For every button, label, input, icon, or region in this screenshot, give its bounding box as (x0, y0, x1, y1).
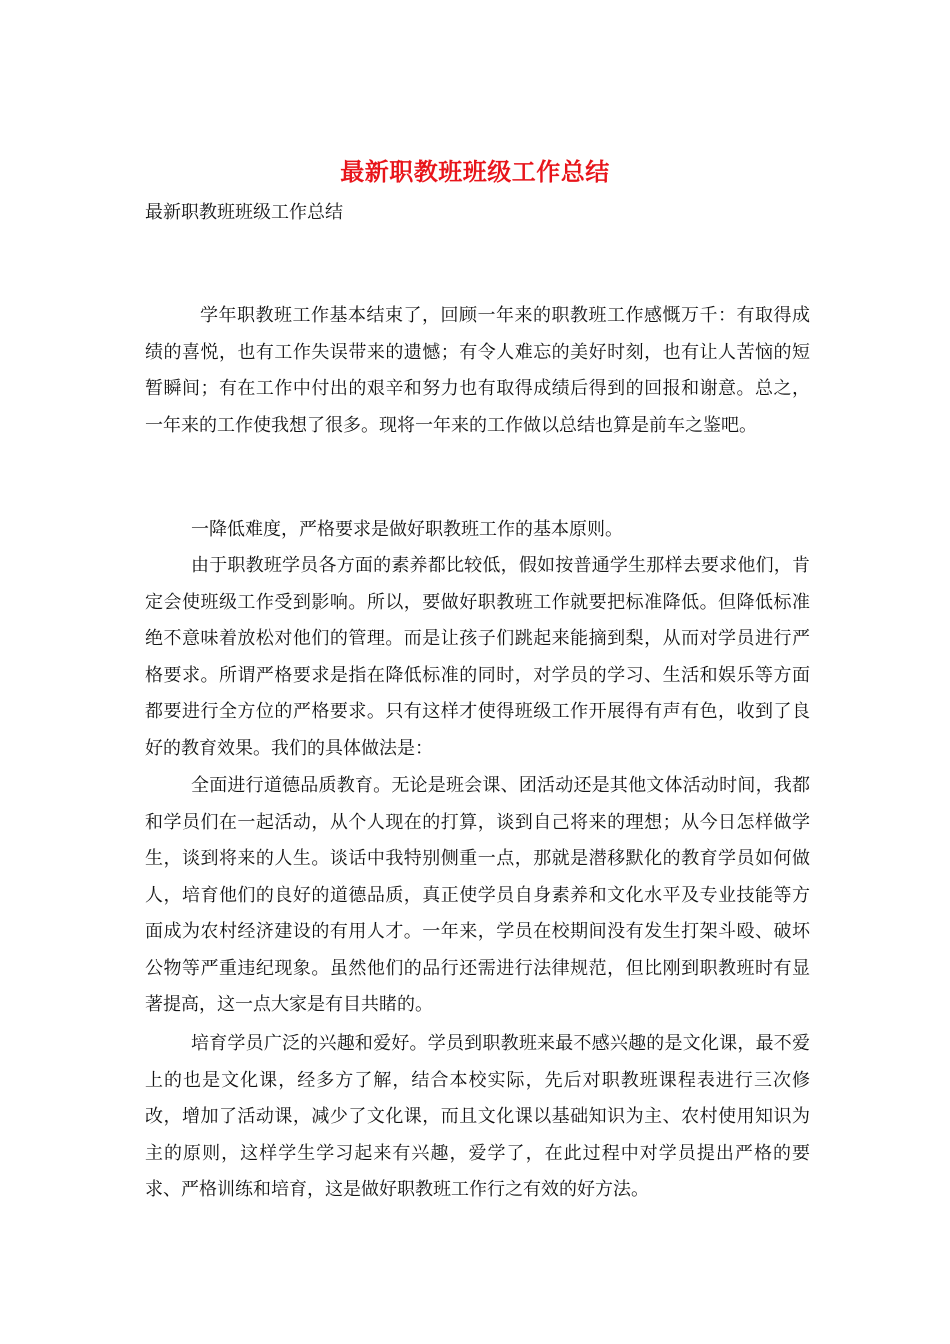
paragraph-moral-education: 全面进行道德品质教育。无论是班会课、团活动还是其他文体活动时间，我都和学员们在一起活动，从个人现在的打算，谈到自己将来的理想；从今日怎样做学生，谈到将来的人生。谈话中我特别侧重一点，那就是潜移默化的教育学员如何做人，培育他们的良好的道德品质，真正使学员自身素养和文化水平及专业技能等方面成为农村经济建设的有用人才。一年来，学员在校期间没有发生打架斗殴、破坏公物等严重违纪现象。虽然他们的品行还需进行法律规范，但比刚到职教班时有显著提高，这一点大家是有目共睹的。 (145, 775, 810, 1015)
section-heading-principle: 一降低难度，严格要求是做好职教班工作的基本原则。 (191, 519, 623, 540)
document-title: 最新职教班班级工作总结 (340, 157, 610, 186)
paragraph-intro: 学年职教班工作基本结束了，回顾一年来的职教班工作感慨万千：有取得成绩的喜悦，也有工作失误带来的遗憾；有令人难忘的美好时刻，也有让人苦恼的短暂瞬间；有在工作中付出的艰辛和努力也有取得成绩后得到的回报和谢意。总之，一年来的工作使我想了很多。现将一年来的工作做以总结也算是前车之鉴吧。 (145, 305, 810, 436)
paragraph-standards: 由于职教班学员各方面的素养都比较低，假如按普通学生那样去要求他们，肯定会使班级工作受到影响。所以，要做好职教班工作就要把标准降低。但降低标准绝不意味着放松对他们的管理。而是让孩子们跳起来能摘到梨，从而对学员进行严格要求。所谓严格要求是指在降低标准的同时，对学员的学习、生活和娱乐等方面都要进行全方位的严格要求。只有这样才使得班级工作开展得有声有色，收到了良好的教育效果。我们的具体做法是： (145, 555, 810, 759)
document-subtitle: 最新职教班班级工作总结 (145, 202, 343, 223)
paragraph-interests: 培育学员广泛的兴趣和爱好。学员到职教班来最不感兴趣的是文化课，最不爱上的也是文化课，经多方了解，结合本校实际，先后对职教班课程表进行三次修改，增加了活动课，减少了文化课，而且文化课以基础知识为主、农村使用知识为主的原则，这样学生学习起来有兴趣，爱学了，在此过程中对学员提出严格的要求、严格训练和培育，这是做好职教班工作行之有效的好方法。 (145, 1033, 810, 1200)
